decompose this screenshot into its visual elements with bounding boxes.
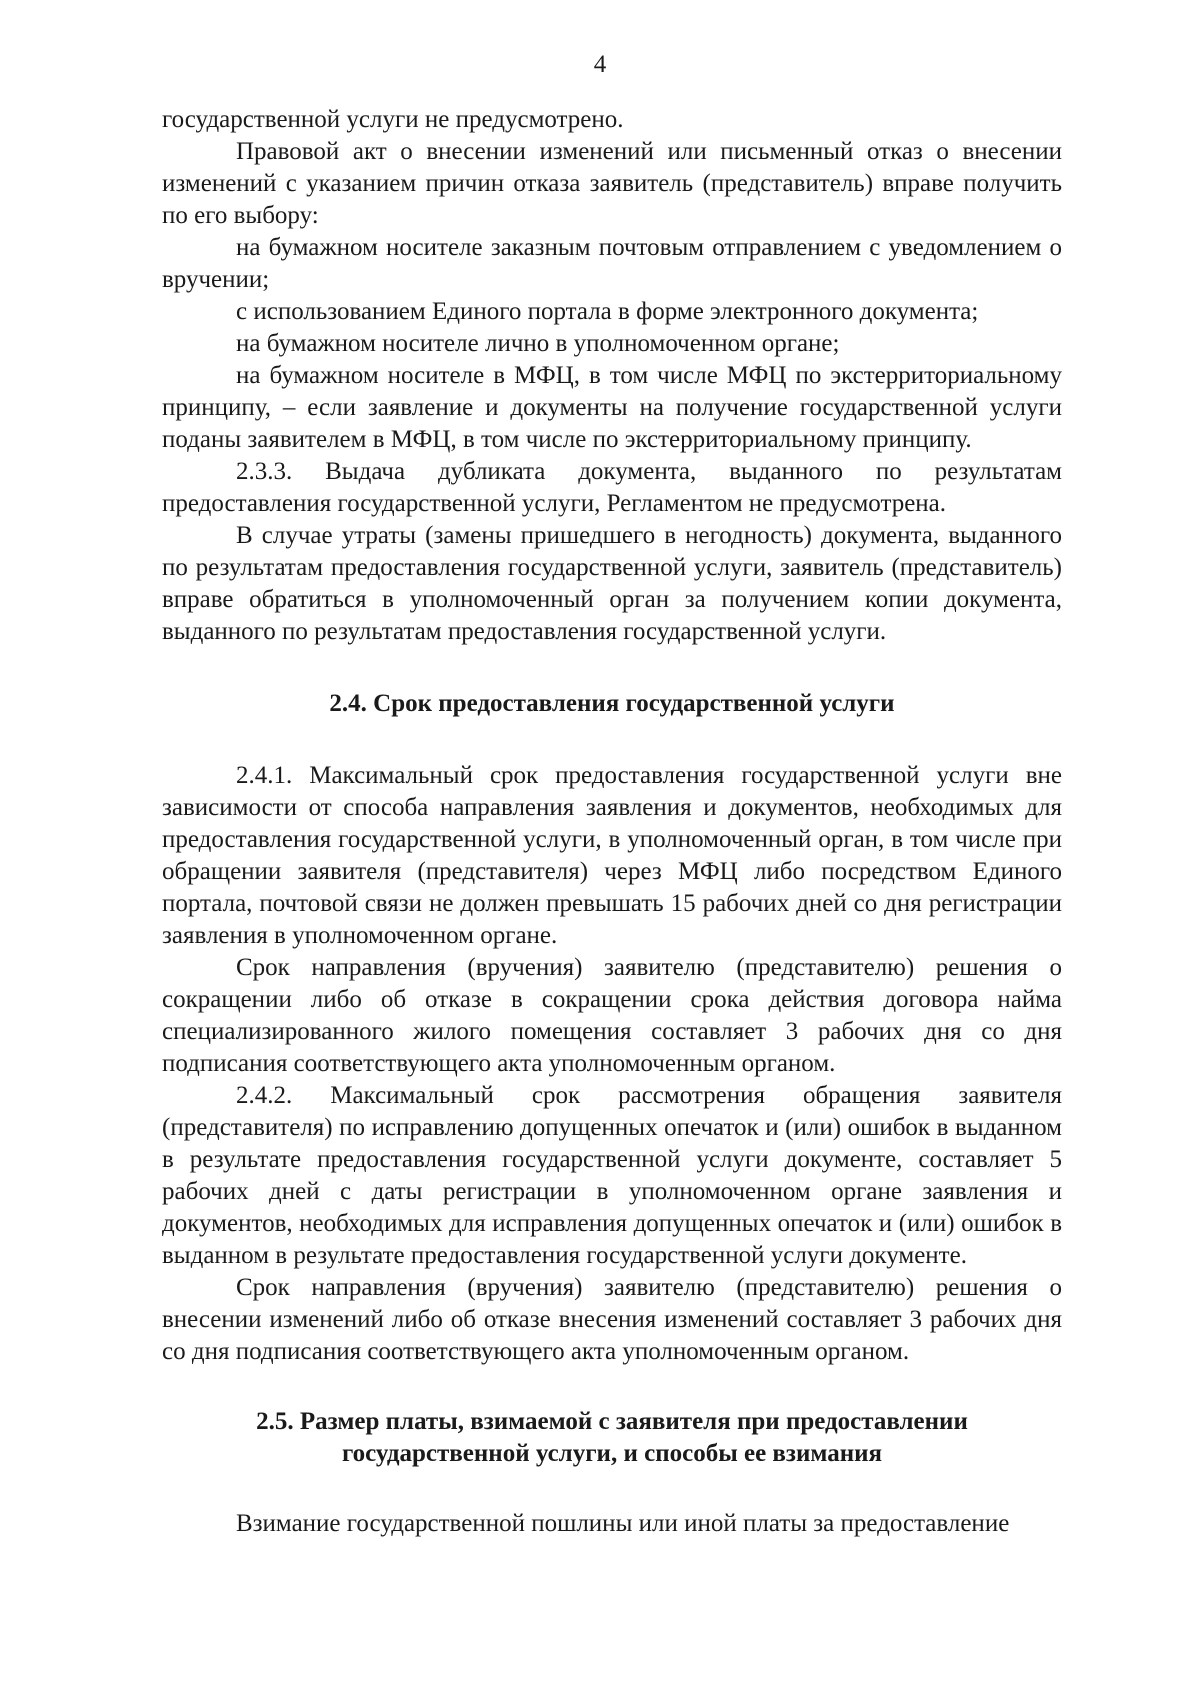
list-item-postal: на бумажном носителе заказным почтовым отправлением с уведомлением о вручении;	[162, 234, 1062, 293]
section-heading-2-5	[162, 1406, 1062, 1470]
paragraph-2-3-3: 2.3.3. Выдача дубликата документа, выданного по результатам предоставления государственной услуги, Регламентом не предусмотрена.	[162, 458, 1062, 517]
document-body	[162, 104, 1062, 1540]
paragraph-continuation: государственной услуги не предусмотрено.	[162, 106, 624, 133]
list-item-mfc: на бумажном носителе в МФЦ, в том числе МФЦ по экстерриториальному принципу, – если заявление и документы на получение государственной услуги поданы заявителем в МФЦ, в том числе по экстерриториальному принципу.	[162, 362, 1062, 453]
paragraph-2-4-2: 2.4.2. Максимальный срок рассмотрения обращения заявителя (представителя) по исправлению допущенных опечаток и (или) ошибок в выданном в результате предоставления государственной услуги документе, составляет 5 рабочих дней с даты регистрации в уполномоченном органе заявления и документов, необходимых для исправления допущенных опечаток и (или) ошибок в выданном в результате предоставления государственной услуги документе.	[162, 1082, 1062, 1269]
list-item-portal: с использованием Единого портала в форме электронного документа;	[236, 298, 979, 325]
paragraph-2-4-1: 2.4.1. Максимальный срок предоставления государственной услуги вне зависимости от способа направления заявления и документов, необходимых для предоставления государственной услуги, в уполномоченный орган, в том числе при обращении заявителя (представителя) через МФЦ либо посредством Единого портала, почтовой связи не должен превышать 15 рабочих дней со дня регистрации заявления в уполномоченном органе.	[162, 762, 1062, 949]
section-heading-2-4: 2.4. Срок предоставления государственной услуги	[329, 690, 895, 717]
page-number: 4	[593, 51, 607, 78]
section-heading-2-5-line1: 2.5. Размер платы, взимаемой с заявителя при предоставлении	[256, 1408, 968, 1435]
paragraph-changes-term: Срок направления (вручения) заявителю (представителю) решения о внесении изменений либо об отказе внесения изменений составляет 3 рабочих дня со дня подписания соответствующего акта уполномоченным органом.	[162, 1274, 1062, 1365]
paragraph-decision-term: Срок направления (вручения) заявителю (представителю) решения о сокращении либо об отказе в сокращении срока действия договора найма специализированного жилого помещения составляет 3 рабочих дня со дня подписания соответствующего акта уполномоченным органом.	[162, 954, 1062, 1077]
paragraph-loss: В случае утраты (замены пришедшего в негодность) документа, выданного по результатам предоставления государственной услуги, заявитель (представитель) вправе обратиться в уполномоченный орган за получением копии документа, выданного по результатам предоставления государственной услуги.	[162, 522, 1062, 645]
paragraph-legal-act: Правовой акт о внесении изменений или письменный отказ о внесении изменений с указанием причин отказа заявитель (представитель) вправе получить по его выбору:	[162, 138, 1062, 229]
list-item-in-person: на бумажном носителе лично в уполномоченном органе;	[236, 330, 840, 357]
paragraph-fee: Взимание государственной пошлины или иной платы за предоставление	[236, 1510, 1010, 1537]
section-heading-2-5-line2: государственной услуги, и способы ее взимания	[341, 1440, 883, 1467]
